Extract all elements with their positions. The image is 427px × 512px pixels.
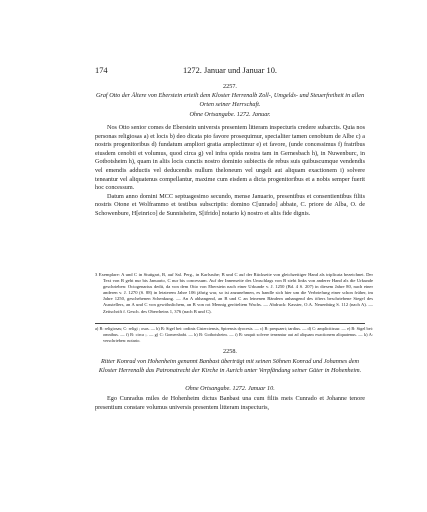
document-body-2258: Ego Cunradus miles de Hohenheim dictus Banbast una cum filiis meis Cunrado et Johanne tenore presentium constare volumus universis presentem litteram inspecturis, [95,395,365,411]
divider [95,323,365,324]
document-body-2257 [95,124,365,219]
document-number-2258: 2258. [223,348,237,355]
body-paragraph-2: Datum anno domini MCC septuagesimo secundo, mense Januario, presentibus et consentientibus filiis nostris Otone et Wolframmo et testibus subscriptis: domino C[unrado] abbate, C. priore de Alba, O. de Schowenbure, H[einrico] de Sunnisheim, S[ifrido] notario k) nostro et aliis fide dignis. [95,192,365,217]
textual-variants: a) B: religiosas; C: religi ; osas. — b) B: Sigel bei: ordinis Cisterciensis, Spirensis dyocesis. — c) B: prequaeri; tardius. — d) C: amplicitissur. — e) B: Sigel bei: omnibus. — f) B: circa ;. — g) C: Gomersbabt. — h) B: Gotbotsheim. — i) B: unquit solvere teneantur aut ad aliquam exactionem aliquatenus. — k) A: verschrieben: notario. [95,326,373,343]
document-date-2258: Ohne Ortsangabe. 1272. Januar 10. [185,385,275,392]
header-title: 1272. Januar und Januar 10. [183,66,277,75]
document-heading-2258: Ritter Konrad von Hohenheim genannt Banbast überträgt mit seinen Söhnen Konrad und Johannes dem Kloster Herrenalb das Patronatrecht der Kirche in Aurich unter Verpfändung seiner Güter in Hohenheim. [98,358,362,374]
document-date-2257: Ohne Ortsangabe. 1272. Januar. [189,111,271,118]
footnote-apparatus: 3 Exemplare: A und C in Stuttgart, B, auf Sal. Perg., in Karlsruhe; B und C auf der Rückseite von gleichzeitiger Hand als triplicata bezeichnet. Der Text von B geht nur bis Januario, C nur bis concessum. Auf der Innenseite des Umschlags von B steht links von anderer Hand als die Urkunde geschrieben: Octogenarius dedit, da von dem Otto von Eberstein nach einer Urkunde v. J. 1250 (Bd. 4 S. 207) in diesem Jahre 80, nach einer anderen v. J. 1270 (S. 88) in letzterem Jahre 106 jährig war, so ist anzunehmen, es handle sich hier um die Verbriefung einer schon früher, im Jahre 1250, geschehenen Schenkung. — An A abhangend, an B und C an leinenen Bändern anhangend des öfters beschriebene Siegel des Ausstellers, an A und C von gewöhnlichem, an B von rot Mennig geröteltem Wachs. — Abdruck: Kasster, O.A. Neuenbürg S. 112 (nach A). — Zeitschrift f. Gesch. des Oberrheins 1, 376 (nach B und C). [95,272,373,314]
page-number: 174 [95,66,108,75]
document-number-2257: 2257. [223,83,237,90]
body-paragraph-1: Nos Otto senior comes de Eberstein universis presentem litteram inspecturis credere subarctis. Quia nos personas religiosas a) et locis b) deo dicata pio favore prosequimur, specialiter tamen cenobium de Albe c) a nostris progenitoribus d) fundatum ampliori gratia amplectimur e) et favore, (unde concessimus f) fratribus eiusdem cenobii et volumus, quod circa g) vel infra opida nostra tam in Gernesbach h), in Nuwenburc, in Gotbotsheim h), quam in aliis locis cunctis nostro dominio subiectis de rebus suis quibuscumque vendendis vel emendis adductis vel deducendis nullum theloneum vel ungelt aut aliquam exactionem i) solvere teneantur vel aliquatenus compellantur, maxime cum eisdem a dicta progenitoribus et a nobis semper fuerit hoc concessum. [95,124,365,192]
document-heading-2257: Graf Otto der Ältere von Eberstein erteilt dem Kloster Herrenalb Zoll-, Umgelds- und Steuerfreiheit in allen Orten seiner Herrschaft. [95,92,365,108]
